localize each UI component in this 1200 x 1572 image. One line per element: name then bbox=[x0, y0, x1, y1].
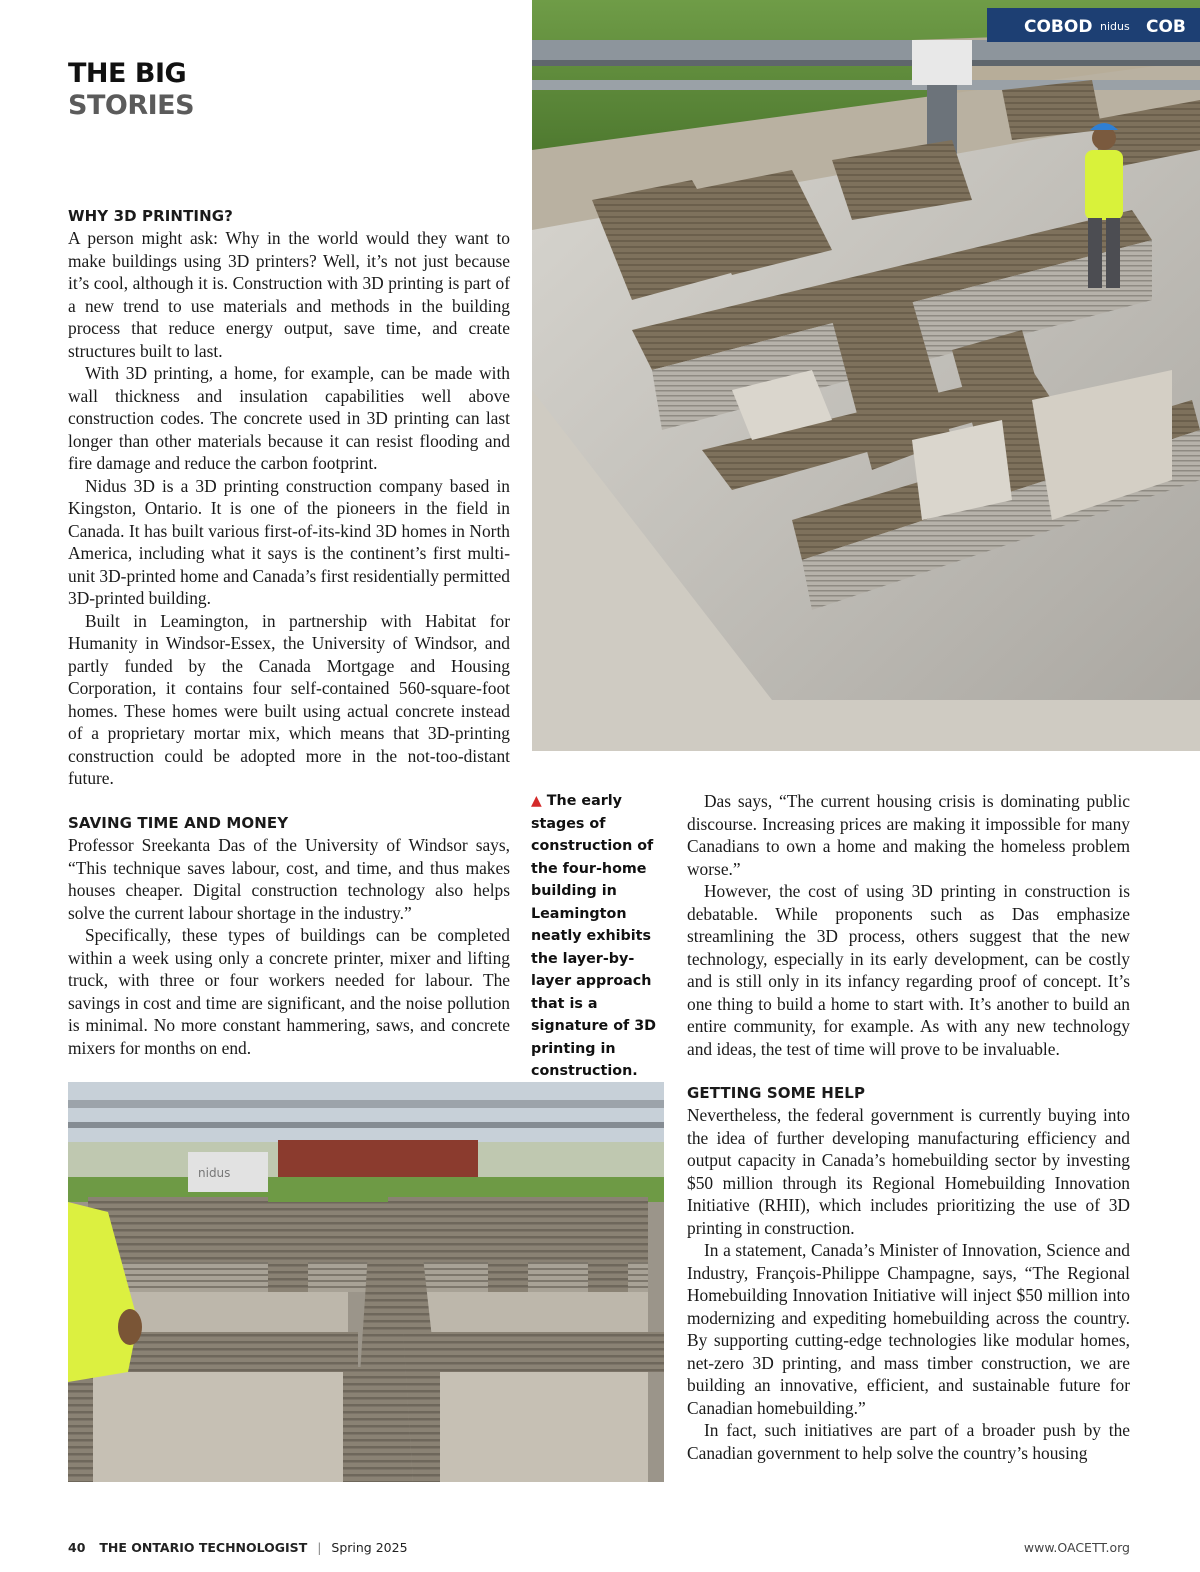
website-link[interactable]: www.OACETT.org bbox=[1023, 1540, 1130, 1555]
paragraph: With 3D printing, a home, for example, can be made with wall thickness and insulation capabilities well above construction codes. The concrete used in 3D printing can last longer than other materials because it can resist flooding and fire damage and reduce the carbon footprint. bbox=[68, 363, 510, 473]
caption-triangle-icon: ▲ bbox=[531, 793, 542, 809]
paragraph: Built in Leamington, in partnership with Habitat for Humanity in Windsor-Essex, the University of Windsor, and partly funded by the Canada Mortgage and Housing Corporation, it contains four self-contained 560-square-foot homes. These homes were built using actual concrete instead of a proprietary mortar mix, which means that 3D-printing construction could be adopted more in the not-too-distant future. bbox=[68, 610, 510, 788]
paragraph: Das says, “The current housing crisis is dominating public discourse. Increasing prices are making it impossible for many Canadians to own a home and making the homeless problem worse.” bbox=[687, 791, 1130, 879]
paragraph: Professor Sreekanta Das of the University of Windsor says, “This technique saves labour, cost, and time, and thus makes houses cheaper. Digital construction technology also helps solve the current labour shortage in the industry.” bbox=[68, 835, 510, 923]
kicker-line-1: THE BIG bbox=[68, 58, 187, 89]
paragraph: Specifically, these types of buildings can be completed within a week using only a concrete printer, mixer and lifting truck, with three or four workers needed for labour. The savings in cost and time are significant, and the noise pollution is minimal. No more constant hammering, saws, and concrete mixers for months on end. bbox=[68, 925, 510, 1058]
article-column-3 bbox=[687, 790, 1130, 1464]
paragraph: However, the cost of using 3D printing in construction is debatable. While proponents such as Das emphasize streamlining the 3D process, others suggest that the new technology, especially in its early development, can be costly and is still only in its infancy regarding proof of concept. It’s one thing to build a home to start with. It’s another to build an entire community, for example. As with any new technology and ideas, the test of time will prove to be invaluable. bbox=[687, 881, 1130, 1059]
page-number: 40 bbox=[68, 1540, 86, 1555]
gantry-brand-label: COBOD bbox=[1024, 17, 1093, 37]
paragraph: In fact, such initiatives are part of a broader push by the Canadian government to help solve the country’s housing bbox=[687, 1420, 1130, 1463]
photo-printer-gantry-illustration bbox=[532, 0, 1200, 751]
photo-printed-walls-closeup bbox=[68, 1082, 664, 1482]
section-heading-why-3d-printing: WHY 3D PRINTING? bbox=[68, 207, 233, 225]
gantry-brand-label-2: nidus bbox=[1100, 20, 1130, 33]
paragraph: Nidus 3D is a 3D printing construction company based in Kingston, Ontario. It is one of the pioneers in the field in Canada. It has built various first-of-its-kind 3D homes in North America, including what it says is the continent’s first multi-unit 3D-printed home and Canada’s first residentially permitted 3D-printed building. bbox=[68, 475, 510, 608]
issue-label: Spring 2025 bbox=[331, 1540, 408, 1555]
section-heading-saving-time: SAVING TIME AND MONEY bbox=[68, 814, 289, 832]
magazine-title: THE ONTARIO TECHNOLOGIST bbox=[99, 1540, 308, 1555]
paragraph: In a statement, Canada’s Minister of Innovation, Science and Industry, François-Philippe Champagne, says, “The Regional Homebuilding Innovation Initiative will inject $50 million into modernizing and expediting homebuilding across the country. By supporting cutting-edge technologies like modular homes, net-zero 3D printing, and mass timber construction, we are building an innovative, efficient, and sustainable future for Canadian homebuilding.” bbox=[687, 1240, 1130, 1418]
gantry-brand-label-3: COB bbox=[1146, 17, 1186, 37]
caption-text: The early stages of construction of the four-home building in Leamington neatly exhibits the layer-by-layer approach that is a signature of 3D printing in construction. bbox=[531, 793, 657, 1079]
site-sign-label: nidus bbox=[198, 1166, 231, 1180]
page-footer bbox=[68, 1540, 408, 1555]
section-heading-getting-help: GETTING SOME HELP bbox=[687, 1084, 866, 1102]
photo-caption bbox=[531, 790, 671, 1083]
photo-printer-gantry bbox=[532, 0, 1200, 751]
kicker-line-2: STORIES bbox=[68, 90, 195, 121]
photo-printed-walls-illustration bbox=[68, 1082, 664, 1482]
section-kicker bbox=[68, 58, 194, 122]
article-column-1 bbox=[68, 205, 510, 790]
paragraph: A person might ask: Why in the world would they want to make buildings using 3D printers? Well, it’s not just because it’s cool, although it is. Construction with 3D printing is part of a new trend to use materials and methods in the building process that reduce energy output, save time, and create structures built to last. bbox=[68, 228, 510, 361]
article-column-1-lower bbox=[68, 812, 510, 1059]
paragraph: Nevertheless, the federal government is currently buying into the idea of further developing manufacturing efficiency and output capacity in Canada’s homebuilding sector by investing $50 million through its Regional Homebuilding Innovation Initiative (RHII), which includes prioritizing the use of 3D printing in construction. bbox=[687, 1105, 1130, 1238]
footer-separator: | bbox=[317, 1540, 322, 1555]
